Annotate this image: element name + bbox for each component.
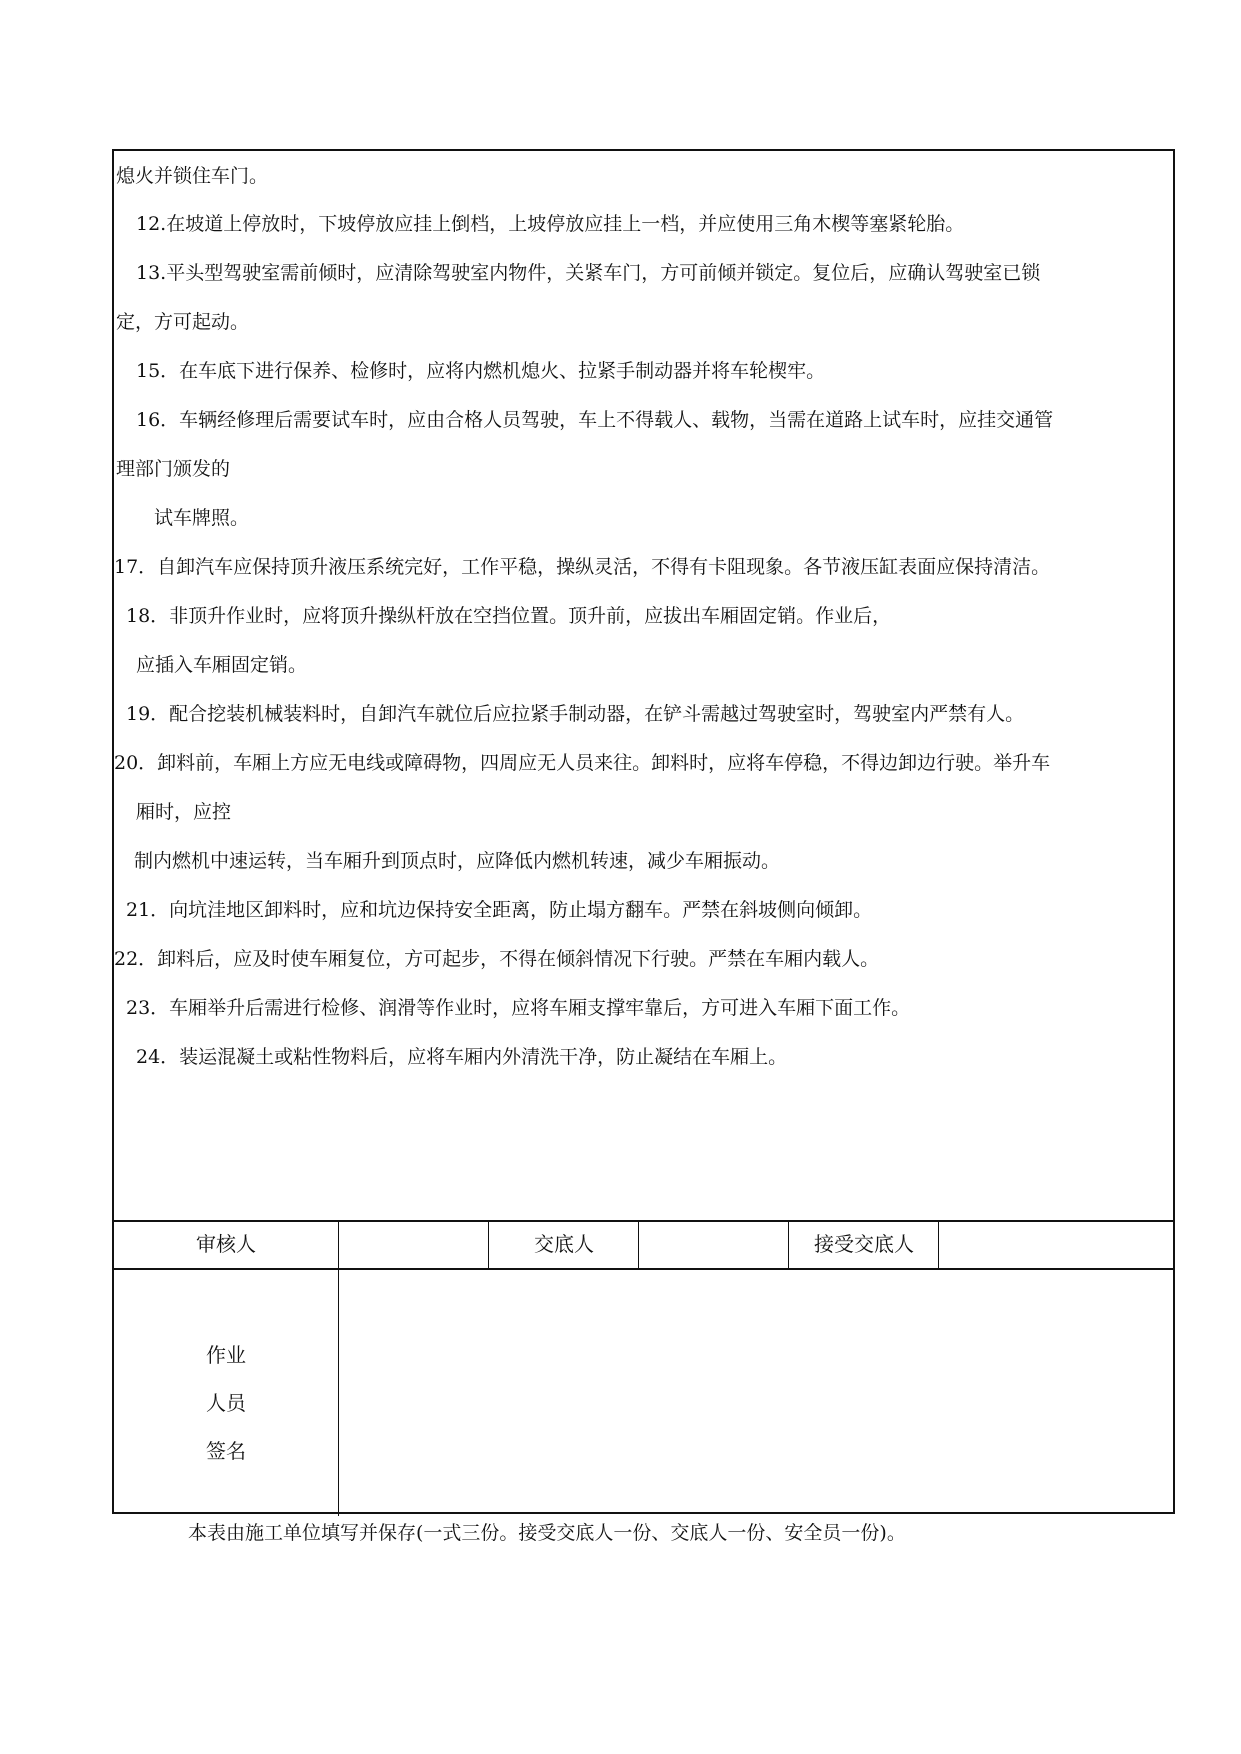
content-line: 16．车辆经修理后需要试车时，应由合格人员驾驶，车上不得载人、载物，当需在道路上试车时，应挂交通管 xyxy=(136,409,1054,431)
content-line: 19．配合挖装机械装料时，自卸汽车就位后应拉紧手制动器，在铲斗需越过驾驶室时，驾驶室内严禁有人。 xyxy=(126,703,1025,725)
worker-signature-area[interactable] xyxy=(340,1270,1173,1512)
content-line: 12.在坡道上停放时，下坡停放应挂上倒档，上坡停放应挂上一档，并应使用三角木楔等塞紧轮胎。 xyxy=(136,213,965,235)
worker-signature-label: 签名 xyxy=(206,1439,246,1463)
divider xyxy=(488,1220,489,1268)
content-line: 22．卸料后，应及时使车厢复位，方可起步，不得在倾斜情况下行驶。严禁在车厢内载人。 xyxy=(114,948,880,970)
content-line: 应插入车厢固定销。 xyxy=(136,654,308,676)
content-line: 定，方可起动。 xyxy=(116,311,250,333)
content-line: 24．装运混凝土或粘性物料后，应将车厢内外清洗干净，防止凝结在车厢上。 xyxy=(136,1046,788,1068)
divider xyxy=(114,1220,1173,1222)
disclosure-form xyxy=(112,149,1175,1514)
reviewer-label: 审核人 xyxy=(196,1232,256,1256)
content-line: 21．向坑洼地区卸料时，应和坑边保持安全距离，防止塌方翻车。严禁在斜坡侧向倾卸。 xyxy=(126,899,873,921)
divider xyxy=(638,1220,639,1268)
divider xyxy=(938,1220,939,1268)
content-line: 15．在车底下进行保养、检修时，应将内燃机熄火、拉紧手制动器并将车轮楔牢。 xyxy=(136,360,826,382)
receiver-label: 接受交底人 xyxy=(814,1232,914,1256)
content-line: 17．自卸汽车应保持顶升液压系统完好，工作平稳，操纵灵活，不得有卡阻现象。各节液压缸表面应保持清洁。 xyxy=(114,556,1051,578)
discloser-label: 交底人 xyxy=(534,1232,594,1256)
content-line: 厢时，应控 xyxy=(136,801,232,823)
safety-content xyxy=(114,151,1173,1219)
content-line: 理部门颁发的 xyxy=(116,458,231,480)
content-line: 熄火并锁住车门。 xyxy=(116,165,269,187)
content-line: 20．卸料前，车厢上方应无电线或障碍物，四周应无人员来往。卸料时，应将车停稳，不得边卸边行驶。举升车 xyxy=(114,752,1051,774)
worker-signature-label: 作业 xyxy=(206,1343,246,1367)
content-line: 13.平头型驾驶室需前倾时，应清除驾驶室内物件，关紧车门，方可前倾并锁定。复位后，应确认驾驶室已锁 xyxy=(136,262,1041,284)
divider xyxy=(338,1220,339,1516)
footnote: 本表由施工单位填写并保存(一式三份。接受交底人一份、交底人一份、安全员一份)。 xyxy=(188,1522,906,1544)
content-line: 试车牌照。 xyxy=(154,507,250,529)
content-line: 制内燃机中速运转，当车厢升到顶点时，应降低内燃机转速，减少车厢振动。 xyxy=(134,850,781,872)
worker-signature-label: 人员 xyxy=(206,1391,246,1415)
content-line: 23．车厢举升后需进行检修、润滑等作业时，应将车厢支撑牢靠后，方可进入车厢下面工作。 xyxy=(126,997,911,1019)
divider xyxy=(788,1220,789,1268)
content-line: 18．非顶升作业时，应将顶升操纵杆放在空挡位置。顶升前，应拔出车厢固定销。作业后， xyxy=(126,605,892,627)
